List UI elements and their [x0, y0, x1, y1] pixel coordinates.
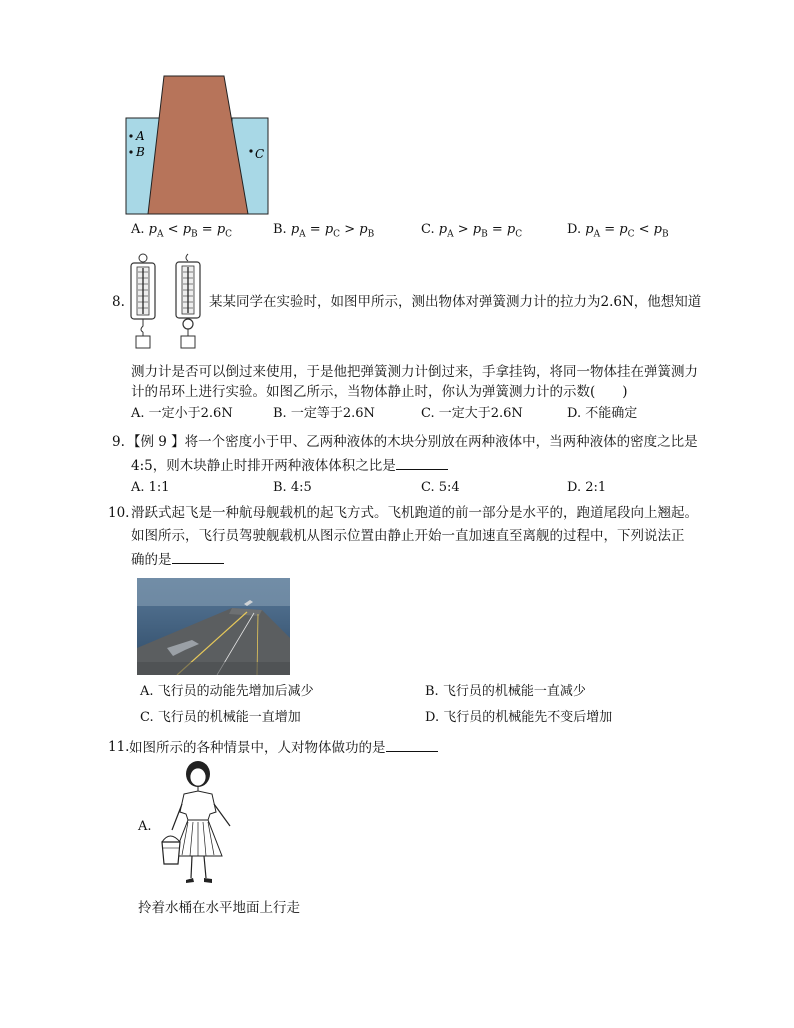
- q7-option-d[interactable]: D. $p_A = p_C < p_B$: [567, 222, 669, 240]
- q7-option-b[interactable]: B. $p_A = p_C > p_B$: [273, 222, 375, 240]
- q9-stem-line1: 【例 9 】将一个密度小于甲、乙两种液体的木块分别放在两种液体中，当两种液体的密度之比是: [127, 434, 698, 450]
- point-b-label: B: [136, 145, 145, 159]
- dam-wall: [148, 76, 248, 214]
- q7-option-c[interactable]: C. $p_A > p_B = p_C$: [421, 222, 523, 240]
- girl-carrying-bucket-figure: [158, 760, 240, 888]
- q11-stem: 如图所示的各种情景中，人对物体做功的是: [129, 737, 438, 758]
- q8-stem-line2: 测力计是否可以倒过来使用，于是他把弹簧测力计倒过来，手拿挂钩，将同一物体挂在弹簧测力: [131, 364, 698, 380]
- point-b-dot: [129, 150, 132, 153]
- q9-number: 9.: [112, 434, 125, 450]
- q10-option-b[interactable]: B. 飞行员的机械能一直减少: [425, 684, 586, 699]
- q11-number: 11.: [108, 739, 130, 755]
- q11-option-a-label[interactable]: A.: [138, 819, 152, 834]
- point-a-label: A: [136, 129, 145, 143]
- spring-scale-b: [176, 254, 200, 348]
- q10-stem-line1: 滑跃式起飞是一种航母舰载机的起飞方式。飞机跑道的前一部分是水平的，跑道尾段向上翘起。: [131, 505, 698, 521]
- q9-stem-line2: 4:5，则木块静止时排开两种液体体积之比是: [131, 455, 448, 476]
- q8-option-c[interactable]: C. 一定大于2.6N: [421, 406, 523, 421]
- point-a-dot: [129, 134, 132, 137]
- q8-option-d[interactable]: D. 不能确定: [567, 406, 638, 421]
- q10-option-c[interactable]: C. 飞行员的机械能一直增加: [140, 710, 301, 725]
- spring-scales-figure: [124, 252, 208, 352]
- q9-option-c[interactable]: C. 5:4: [421, 480, 460, 495]
- q9-option-a[interactable]: A. 1:1: [131, 480, 170, 495]
- q8-stem-line3: 计的吊环上进行实验。如图乙所示，当物体静止时，你认为弹簧测力计的示数( ): [131, 384, 628, 400]
- bucket-icon: [162, 842, 180, 864]
- q9-option-d[interactable]: D. 2:1: [567, 480, 607, 495]
- q8-option-b[interactable]: B. 一定等于2.6N: [273, 406, 375, 421]
- q11-option-a-caption: 拎着水桶在水平地面上行走: [138, 900, 300, 916]
- q11-answer-blank[interactable]: [386, 737, 438, 752]
- spring-scale-a: [131, 254, 155, 348]
- q10-option-a[interactable]: A. 飞行员的动能先增加后减少: [140, 684, 314, 699]
- q9-option-b[interactable]: B. 4:5: [273, 480, 312, 495]
- q8-number: 8.: [112, 294, 125, 310]
- q9-answer-blank[interactable]: [396, 455, 448, 470]
- carrier-photo: [137, 578, 290, 675]
- q10-stem-line3: 确的是: [131, 549, 224, 570]
- q10-stem-line2: 如图所示，飞行员驾驶舰载机从图示位置由静止开始一直加速直至离舰的过程中，下列说法正: [131, 528, 685, 544]
- q8-option-a[interactable]: A. 一定小于2.6N: [131, 406, 233, 421]
- point-c-label: C: [255, 147, 265, 161]
- q10-option-d[interactable]: D. 飞行员的机械能先不变后增加: [425, 710, 613, 725]
- point-c-dot: [249, 149, 252, 152]
- q8-stem-line1: 某某同学在实验时，如图甲所示，测出物体对弹簧测力计的拉力为2.6N，他想知道: [209, 294, 702, 310]
- q10-answer-blank[interactable]: [172, 549, 224, 564]
- q7-option-a[interactable]: A. $p_A < p_B = p_C$: [131, 222, 233, 240]
- pressure-figure: [124, 74, 270, 216]
- q10-number: 10.: [108, 505, 130, 521]
